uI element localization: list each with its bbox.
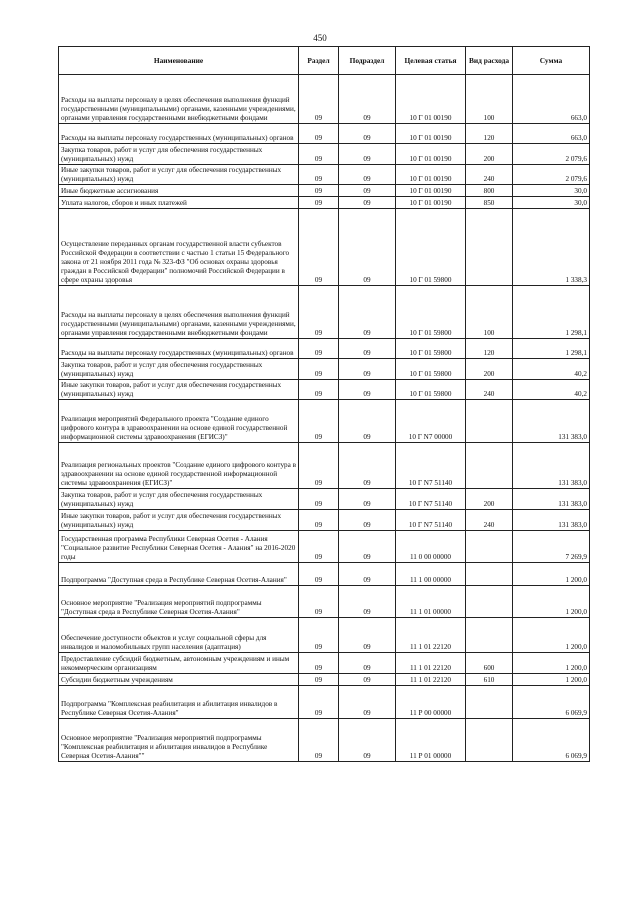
cell-sum: 1 200,0 — [513, 586, 590, 618]
cell-sum: 131 383,0 — [513, 510, 590, 531]
cell-podrazdel: 09 — [339, 75, 396, 124]
cell-podrazdel: 09 — [339, 563, 396, 586]
table-row — [59, 563, 590, 586]
cell-razdel: 09 — [299, 286, 339, 339]
cell-sum: 2 079,6 — [513, 165, 590, 185]
cell-sum: 1 298,1 — [513, 286, 590, 339]
cell-target: 10 Г N7 51140 — [396, 510, 466, 531]
cell-sum: 663,0 — [513, 124, 590, 144]
cell-target: 10 Г N7 00000 — [396, 400, 466, 443]
cell-name: Иные закупки товаров, работ и услуг для обеспечения государственных (муниципальных) нужд — [59, 165, 299, 185]
cell-name: Иные бюджетные ассигнования — [59, 185, 299, 197]
cell-target: 10 Г N7 51140 — [396, 443, 466, 489]
table-row — [59, 443, 590, 489]
cell-razdel: 09 — [299, 653, 339, 674]
table-row — [59, 286, 590, 339]
cell-vid: 200 — [466, 144, 513, 165]
table-row — [59, 339, 590, 359]
cell-name: Основное мероприятие "Реализация мероприятий подпрограммы "Комплексная реабилитация и абилитация инвалидов в Республике Северная Осетия-Алания"" — [59, 719, 299, 762]
cell-razdel: 09 — [299, 209, 339, 286]
cell-name: Подпрограмма "Доступная среда в Республике Северная Осетия-Алания" — [59, 563, 299, 586]
cell-vid: 850 — [466, 197, 513, 209]
cell-target: 11 Р 00 00000 — [396, 686, 466, 719]
cell-podrazdel: 09 — [339, 286, 396, 339]
table-row — [59, 618, 590, 653]
cell-sum: 1 200,0 — [513, 563, 590, 586]
cell-razdel: 09 — [299, 686, 339, 719]
cell-podrazdel: 09 — [339, 359, 396, 380]
cell-sum: 131 383,0 — [513, 400, 590, 443]
cell-target: 10 Г 01 00190 — [396, 185, 466, 197]
cell-razdel: 09 — [299, 443, 339, 489]
cell-razdel: 09 — [299, 400, 339, 443]
cell-podrazdel: 09 — [339, 124, 396, 144]
table-row — [59, 531, 590, 563]
cell-razdel: 09 — [299, 563, 339, 586]
cell-sum: 1 298,1 — [513, 339, 590, 359]
cell-sum: 2 079,6 — [513, 144, 590, 165]
cell-vid: 240 — [466, 510, 513, 531]
cell-target: 10 Г 01 00190 — [396, 75, 466, 124]
table-row — [59, 185, 590, 197]
cell-name: Иные закупки товаров, работ и услуг для обеспечения государственных (муниципальных) нужд — [59, 510, 299, 531]
cell-target: 10 Г 01 00190 — [396, 124, 466, 144]
cell-vid: 240 — [466, 380, 513, 400]
cell-sum: 1 200,0 — [513, 653, 590, 674]
cell-razdel: 09 — [299, 586, 339, 618]
cell-podrazdel: 09 — [339, 719, 396, 762]
table-row — [59, 586, 590, 618]
cell-name: Основное мероприятие "Реализация мероприятий подпрограммы "Доступная среда в Республике Северная Осетия-Алания" — [59, 586, 299, 618]
cell-podrazdel: 09 — [339, 165, 396, 185]
cell-razdel: 09 — [299, 618, 339, 653]
cell-podrazdel: 09 — [339, 209, 396, 286]
cell-razdel: 09 — [299, 359, 339, 380]
cell-podrazdel: 09 — [339, 443, 396, 489]
cell-sum: 6 069,9 — [513, 719, 590, 762]
cell-name: Закупка товаров, работ и услуг для обеспечения государственных (муниципальных) нужд — [59, 489, 299, 510]
table-row — [59, 719, 590, 762]
cell-vid: 200 — [466, 359, 513, 380]
cell-vid — [466, 719, 513, 762]
cell-name: Расходы на выплаты персоналу в целях обеспечения выполнения функций государственными (муниципальными) органами, казенными учреждениями, органами управления государственными внебюджетными фондами — [59, 286, 299, 339]
cell-name: Расходы на выплаты персоналу в целях обеспечения выполнения функций государственными (муниципальными) органами, казенными учреждениями, органами управления государственными внебюджетными фондами — [59, 75, 299, 124]
cell-sum: 7 269,9 — [513, 531, 590, 563]
header-sum: Сумма — [513, 47, 590, 75]
table-row — [59, 653, 590, 674]
table-row — [59, 510, 590, 531]
cell-sum: 6 069,9 — [513, 686, 590, 719]
cell-sum: 1 200,0 — [513, 674, 590, 686]
cell-sum: 131 383,0 — [513, 443, 590, 489]
cell-name: Государственная программа Республики Северная Осетия - Алания "Социальное развитие Республики Северная Осетия - Алания" на 2016-2020 годы — [59, 531, 299, 563]
cell-name: Закупка товаров, работ и услуг для обеспечения государственных (муниципальных) нужд — [59, 359, 299, 380]
table-row — [59, 380, 590, 400]
table-row — [59, 400, 590, 443]
header-razdel: Раздел — [299, 47, 339, 75]
cell-podrazdel: 09 — [339, 489, 396, 510]
cell-podrazdel: 09 — [339, 686, 396, 719]
table-row — [59, 144, 590, 165]
cell-podrazdel: 09 — [339, 510, 396, 531]
cell-vid — [466, 686, 513, 719]
cell-podrazdel: 09 — [339, 586, 396, 618]
cell-name: Расходы на выплаты персоналу государственных (муниципальных) органов — [59, 124, 299, 144]
cell-podrazdel: 09 — [339, 400, 396, 443]
cell-podrazdel: 09 — [339, 653, 396, 674]
cell-name: Реализация региональных проектов "Создание единого цифрового контура в здравоохранении на основе единой государственной информационной системы здравоохранения (ЕГИСЗ)" — [59, 443, 299, 489]
cell-vid — [466, 209, 513, 286]
cell-podrazdel: 09 — [339, 380, 396, 400]
cell-vid: 800 — [466, 185, 513, 197]
table-body — [59, 75, 590, 762]
page-number: 450 — [313, 33, 327, 43]
cell-target: 11 1 00 00000 — [396, 563, 466, 586]
header-vid: Вид расхода — [466, 47, 513, 75]
cell-name: Иные закупки товаров, работ и услуг для обеспечения государственных (муниципальных) нужд — [59, 380, 299, 400]
cell-target: 10 Г 01 59800 — [396, 380, 466, 400]
cell-podrazdel: 09 — [339, 674, 396, 686]
cell-vid: 120 — [466, 339, 513, 359]
cell-target: 11 1 01 22120 — [396, 653, 466, 674]
table-row — [59, 489, 590, 510]
cell-razdel: 09 — [299, 719, 339, 762]
cell-target: 11 1 01 22120 — [396, 618, 466, 653]
cell-podrazdel: 09 — [339, 531, 396, 563]
table-header-row — [59, 47, 590, 75]
cell-razdel: 09 — [299, 510, 339, 531]
cell-target: 11 Р 01 00000 — [396, 719, 466, 762]
cell-target: 10 Г N7 51140 — [396, 489, 466, 510]
cell-sum: 30,0 — [513, 185, 590, 197]
cell-sum: 131 383,0 — [513, 489, 590, 510]
header-podrazdel: Подраздел — [339, 47, 396, 75]
cell-razdel: 09 — [299, 197, 339, 209]
cell-target: 10 Г 01 59800 — [396, 359, 466, 380]
cell-vid: 200 — [466, 489, 513, 510]
cell-target: 10 Г 01 00190 — [396, 144, 466, 165]
cell-vid — [466, 563, 513, 586]
cell-razdel: 09 — [299, 380, 339, 400]
cell-vid — [466, 531, 513, 563]
cell-razdel: 09 — [299, 339, 339, 359]
budget-table — [58, 46, 590, 762]
cell-name: Уплата налогов, сборов и иных платежей — [59, 197, 299, 209]
cell-podrazdel: 09 — [339, 197, 396, 209]
cell-vid: 600 — [466, 653, 513, 674]
cell-razdel: 09 — [299, 144, 339, 165]
cell-vid: 240 — [466, 165, 513, 185]
cell-name: Подпрограмма "Комплексная реабилитация и абилитация инвалидов в Республике Северная Осетия-Алания" — [59, 686, 299, 719]
cell-vid — [466, 618, 513, 653]
cell-razdel: 09 — [299, 75, 339, 124]
cell-razdel: 09 — [299, 531, 339, 563]
header-name: Наименование — [59, 47, 299, 75]
cell-vid — [466, 586, 513, 618]
cell-name: Обеспечение доступности объектов и услуг социальной сферы для инвалидов и маломобильных групп населения (адаптация) — [59, 618, 299, 653]
cell-sum: 1 200,0 — [513, 618, 590, 653]
cell-razdel: 09 — [299, 165, 339, 185]
cell-razdel: 09 — [299, 185, 339, 197]
table-row — [59, 75, 590, 124]
header-target: Целевая статья — [396, 47, 466, 75]
cell-vid: 120 — [466, 124, 513, 144]
cell-target: 10 Г 01 00190 — [396, 197, 466, 209]
table-row — [59, 674, 590, 686]
cell-name: Расходы на выплаты персоналу государственных (муниципальных) органов — [59, 339, 299, 359]
cell-podrazdel: 09 — [339, 144, 396, 165]
cell-name: Субсидии бюджетным учреждениям — [59, 674, 299, 686]
table-row — [59, 197, 590, 209]
table-row — [59, 359, 590, 380]
cell-target: 11 1 01 00000 — [396, 586, 466, 618]
cell-vid: 100 — [466, 286, 513, 339]
cell-vid: 610 — [466, 674, 513, 686]
cell-sum: 1 338,3 — [513, 209, 590, 286]
cell-podrazdel: 09 — [339, 618, 396, 653]
cell-vid — [466, 400, 513, 443]
cell-sum: 663,0 — [513, 75, 590, 124]
cell-razdel: 09 — [299, 124, 339, 144]
cell-vid: 100 — [466, 75, 513, 124]
table-row — [59, 124, 590, 144]
cell-name: Закупка товаров, работ и услуг для обеспечения государственных (муниципальных) нужд — [59, 144, 299, 165]
table-row — [59, 209, 590, 286]
cell-sum: 40,2 — [513, 359, 590, 380]
cell-razdel: 09 — [299, 674, 339, 686]
cell-target: 10 Г 01 59800 — [396, 339, 466, 359]
cell-podrazdel: 09 — [339, 185, 396, 197]
cell-target: 11 0 00 00000 — [396, 531, 466, 563]
cell-target: 10 Г 01 59800 — [396, 209, 466, 286]
table-row — [59, 165, 590, 185]
cell-name: Реализация мероприятий Федерального проекта "Создание единого цифрового контура в здравоохранении на основе единой государственной информационной системы здравоохранения (ЕГИСЗ)" — [59, 400, 299, 443]
cell-podrazdel: 09 — [339, 339, 396, 359]
cell-target: 11 1 01 22120 — [396, 674, 466, 686]
cell-razdel: 09 — [299, 489, 339, 510]
cell-name: Осуществление переданных органам государственной власти субъектов Российской Федерации в соответствии с частью 1 статьи 15 Федерального закона от 21 ноября 2011 года № 323-ФЗ "Об основах охраны здоровья граждан в Российской Федерации" полномочий Российской Федерации в сфере охраны здоровья — [59, 209, 299, 286]
cell-vid — [466, 443, 513, 489]
table-row — [59, 686, 590, 719]
cell-name: Предоставление субсидий бюджетным, автономным учреждениям и иным некоммерческим организациям — [59, 653, 299, 674]
cell-target: 10 Г 01 59800 — [396, 286, 466, 339]
cell-target: 10 Г 01 00190 — [396, 165, 466, 185]
cell-sum: 40,2 — [513, 380, 590, 400]
cell-sum: 30,0 — [513, 197, 590, 209]
